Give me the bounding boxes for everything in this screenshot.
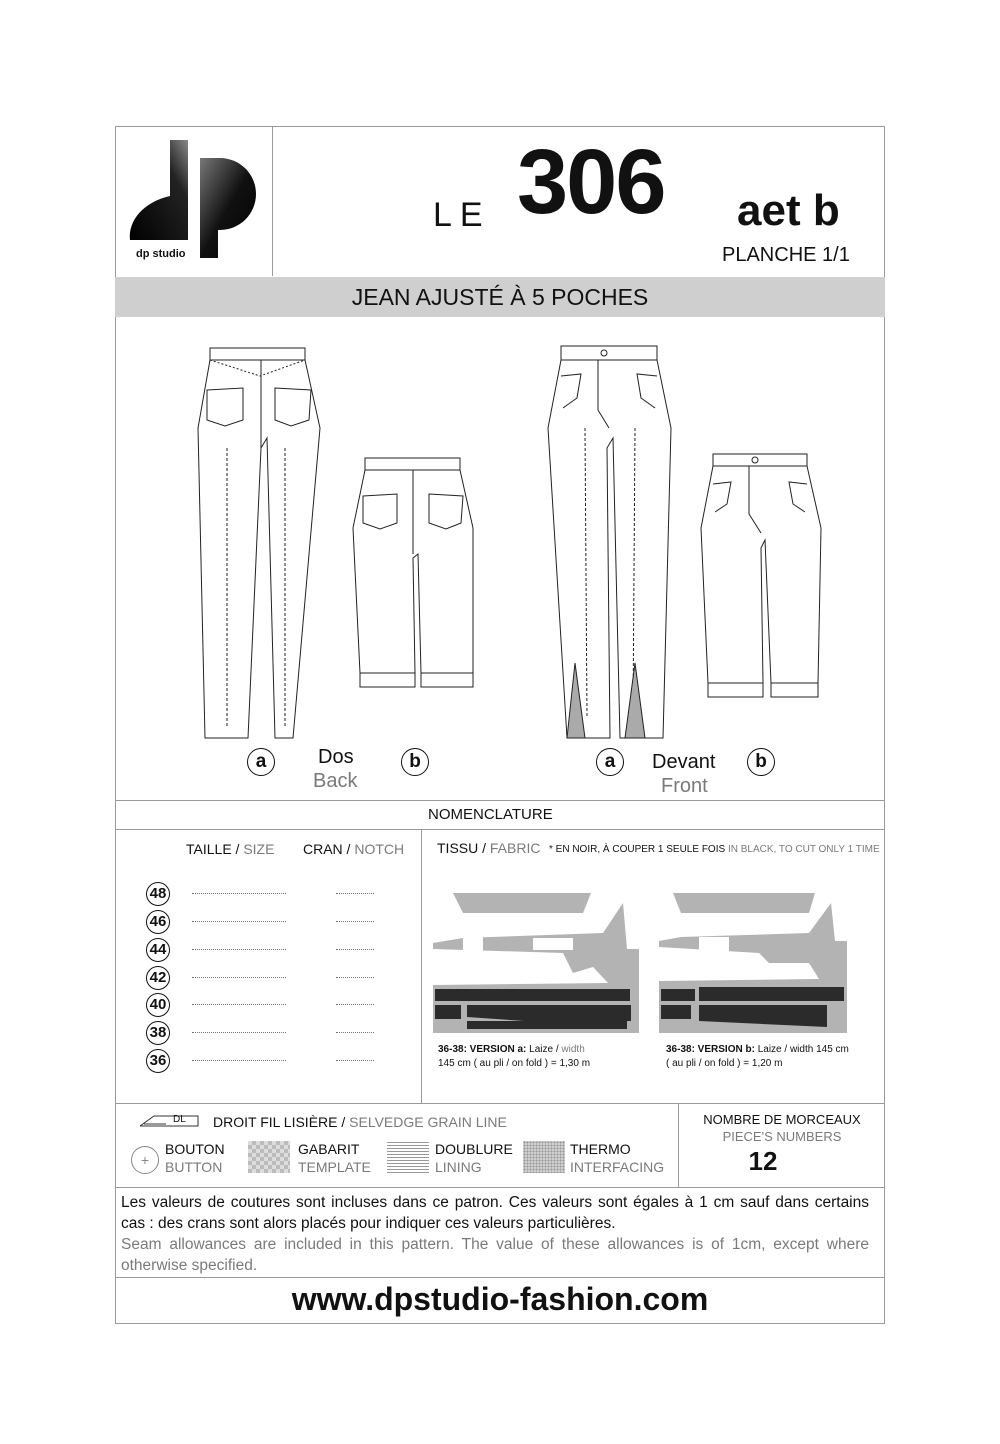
size-46: 46	[146, 910, 170, 934]
size-40: 40	[146, 993, 170, 1017]
grain-line-icon	[140, 1114, 200, 1128]
pattern-title: JEAN AJUSTÉ À 5 POCHES	[351, 284, 649, 310]
button-legend	[165, 1140, 225, 1176]
title-bar	[115, 277, 885, 317]
version-a-front-marker: a	[596, 748, 624, 776]
divider	[115, 829, 885, 830]
seam-note-en: Seam allowances are included in this pattern. The value of these allowances is of 1cm, except where otherwise specified.	[121, 1236, 869, 1274]
notch-line	[336, 949, 374, 950]
pieces-label-en: PIECE'S NUMBERS	[722, 1129, 842, 1144]
interfacing-swatch-icon	[523, 1141, 565, 1173]
size-36: 36	[146, 1049, 170, 1073]
divider	[115, 1277, 885, 1278]
notch-line	[336, 977, 374, 978]
seam-note-fr: Les valeurs de coutures sont incluses dans ce patron. Ces valeurs sont égales à 1 cm sauf dans certains cas : des crans sont alors placés pour indiquer ces valeurs particulières.	[121, 1194, 869, 1232]
interfacing-label-en: INTERFACING	[570, 1159, 665, 1175]
version-b-front-marker: b	[747, 748, 775, 776]
divider	[115, 1103, 885, 1104]
layout-a-label: 36-38: VERSION a:	[438, 1044, 527, 1055]
notch-line	[336, 1004, 374, 1005]
size-label-en: SIZE	[243, 841, 275, 857]
cutting-layout-b	[659, 893, 847, 1033]
front-view-b	[701, 454, 821, 697]
layout-b-caption: 36-38: VERSION b: Laize / width 145 cm ( au pli / on fold ) = 1,20 m	[666, 1044, 849, 1069]
back-view-b	[353, 458, 473, 687]
title-prefix: LE	[433, 196, 491, 234]
layout-b-laize: Laize	[757, 1044, 782, 1055]
grain-label-fr: DROIT FIL LISIÈRE /	[213, 1114, 346, 1130]
front-label-en: Front	[661, 775, 708, 797]
fabric-label-en: FABRIC	[489, 840, 541, 856]
size-44: 44	[146, 938, 170, 962]
fabric-note-en: IN BLACK, TO CUT ONLY 1 TIME	[727, 844, 880, 855]
size-line	[192, 921, 286, 922]
pieces-label-fr: NOMBRE DE MORCEAUX	[703, 1112, 861, 1127]
size-line	[192, 1032, 286, 1033]
button-icon: +	[131, 1146, 159, 1174]
layout-b-width: width 145 cm	[789, 1044, 849, 1055]
version-b-back-marker: b	[401, 748, 429, 776]
fabric-label-fr: TISSU	[437, 840, 479, 856]
back-label-fr: Dos	[318, 746, 354, 768]
template-swatch-icon	[248, 1141, 290, 1173]
back-label-en: Back	[313, 770, 358, 792]
notch-label-en: NOTCH	[354, 841, 405, 857]
interfacing-label-fr: THERMO	[570, 1141, 631, 1157]
front-view-a	[548, 346, 671, 738]
sheet-label: PLANCHE 1/1	[722, 244, 850, 266]
divider	[421, 829, 422, 1103]
website-link[interactable]: www.dpstudio-fashion.com	[291, 1281, 709, 1317]
layout-b-detail: ( au pli / on fold ) = 1,20 m	[666, 1058, 783, 1069]
pattern-number: 306	[517, 131, 665, 233]
size-header: TAILLE / SIZE	[186, 841, 275, 857]
layout-a-detail: 145 cm ( au pli / on fold ) = 1,30 m	[438, 1058, 591, 1069]
layout-a-width: width	[561, 1044, 585, 1055]
layout-a-laize: Laize	[529, 1044, 554, 1055]
fabric-note-fr: * EN NOIR, À COUPER 1 SEULE FOIS	[549, 844, 726, 855]
template-label-fr: GABARIT	[298, 1141, 360, 1157]
size-line	[192, 977, 286, 978]
lining-legend	[435, 1140, 513, 1176]
notch-line	[336, 1032, 374, 1033]
size-line	[192, 893, 286, 894]
grain-label	[213, 1114, 507, 1130]
lining-label-en: LINING	[435, 1159, 482, 1175]
notch-header: CRAN / NOTCH	[303, 841, 405, 857]
dp-logo	[128, 140, 258, 262]
technical-drawings	[115, 318, 885, 748]
cutting-layout-a	[433, 893, 639, 1033]
fabric-note	[549, 844, 880, 855]
nomenclature-heading: NOMENCLATURE	[428, 806, 553, 823]
layout-b-label: 36-38: VERSION b:	[666, 1044, 755, 1055]
size-38: 38	[146, 1021, 170, 1045]
template-label-en: TEMPLATE	[298, 1159, 371, 1175]
version-a-back-marker: a	[247, 748, 275, 776]
lining-swatch-icon	[387, 1141, 429, 1173]
notch-line	[336, 1060, 374, 1061]
logo-text: dp studio	[136, 248, 186, 260]
grain-label-en: SELVEDGE GRAIN LINE	[349, 1114, 507, 1130]
template-legend	[298, 1140, 371, 1176]
header-divider	[272, 126, 273, 276]
fabric-header: TISSU / FABRIC	[437, 840, 541, 856]
dp-logo-mark	[128, 140, 258, 262]
pieces-box	[679, 1112, 885, 1177]
button-label-fr: BOUTON	[165, 1141, 225, 1157]
version-suffix: aet b	[737, 186, 840, 235]
front-label-fr: Devant	[652, 751, 716, 773]
notch-line	[336, 921, 374, 922]
notch-label-fr: CRAN	[303, 841, 343, 857]
divider	[115, 1187, 885, 1188]
size-line	[192, 1060, 286, 1061]
lining-label-fr: DOUBLURE	[435, 1141, 513, 1157]
size-line	[192, 949, 286, 950]
back-view-a	[198, 348, 320, 738]
size-label-fr: TAILLE	[186, 841, 232, 857]
size-42: 42	[146, 966, 170, 990]
size-line	[192, 1004, 286, 1005]
divider	[115, 800, 885, 801]
layout-a-caption: 36-38: VERSION a: Laize / width 145 cm ( au pli / on fold ) = 1,30 m	[438, 1044, 591, 1069]
button-label-en: BUTTON	[165, 1159, 223, 1175]
pieces-count: 12	[748, 1146, 778, 1176]
size-48: 48	[146, 882, 170, 906]
notch-line	[336, 893, 374, 894]
grain-abbr: DL	[173, 1114, 186, 1125]
seam-notes	[121, 1192, 869, 1276]
